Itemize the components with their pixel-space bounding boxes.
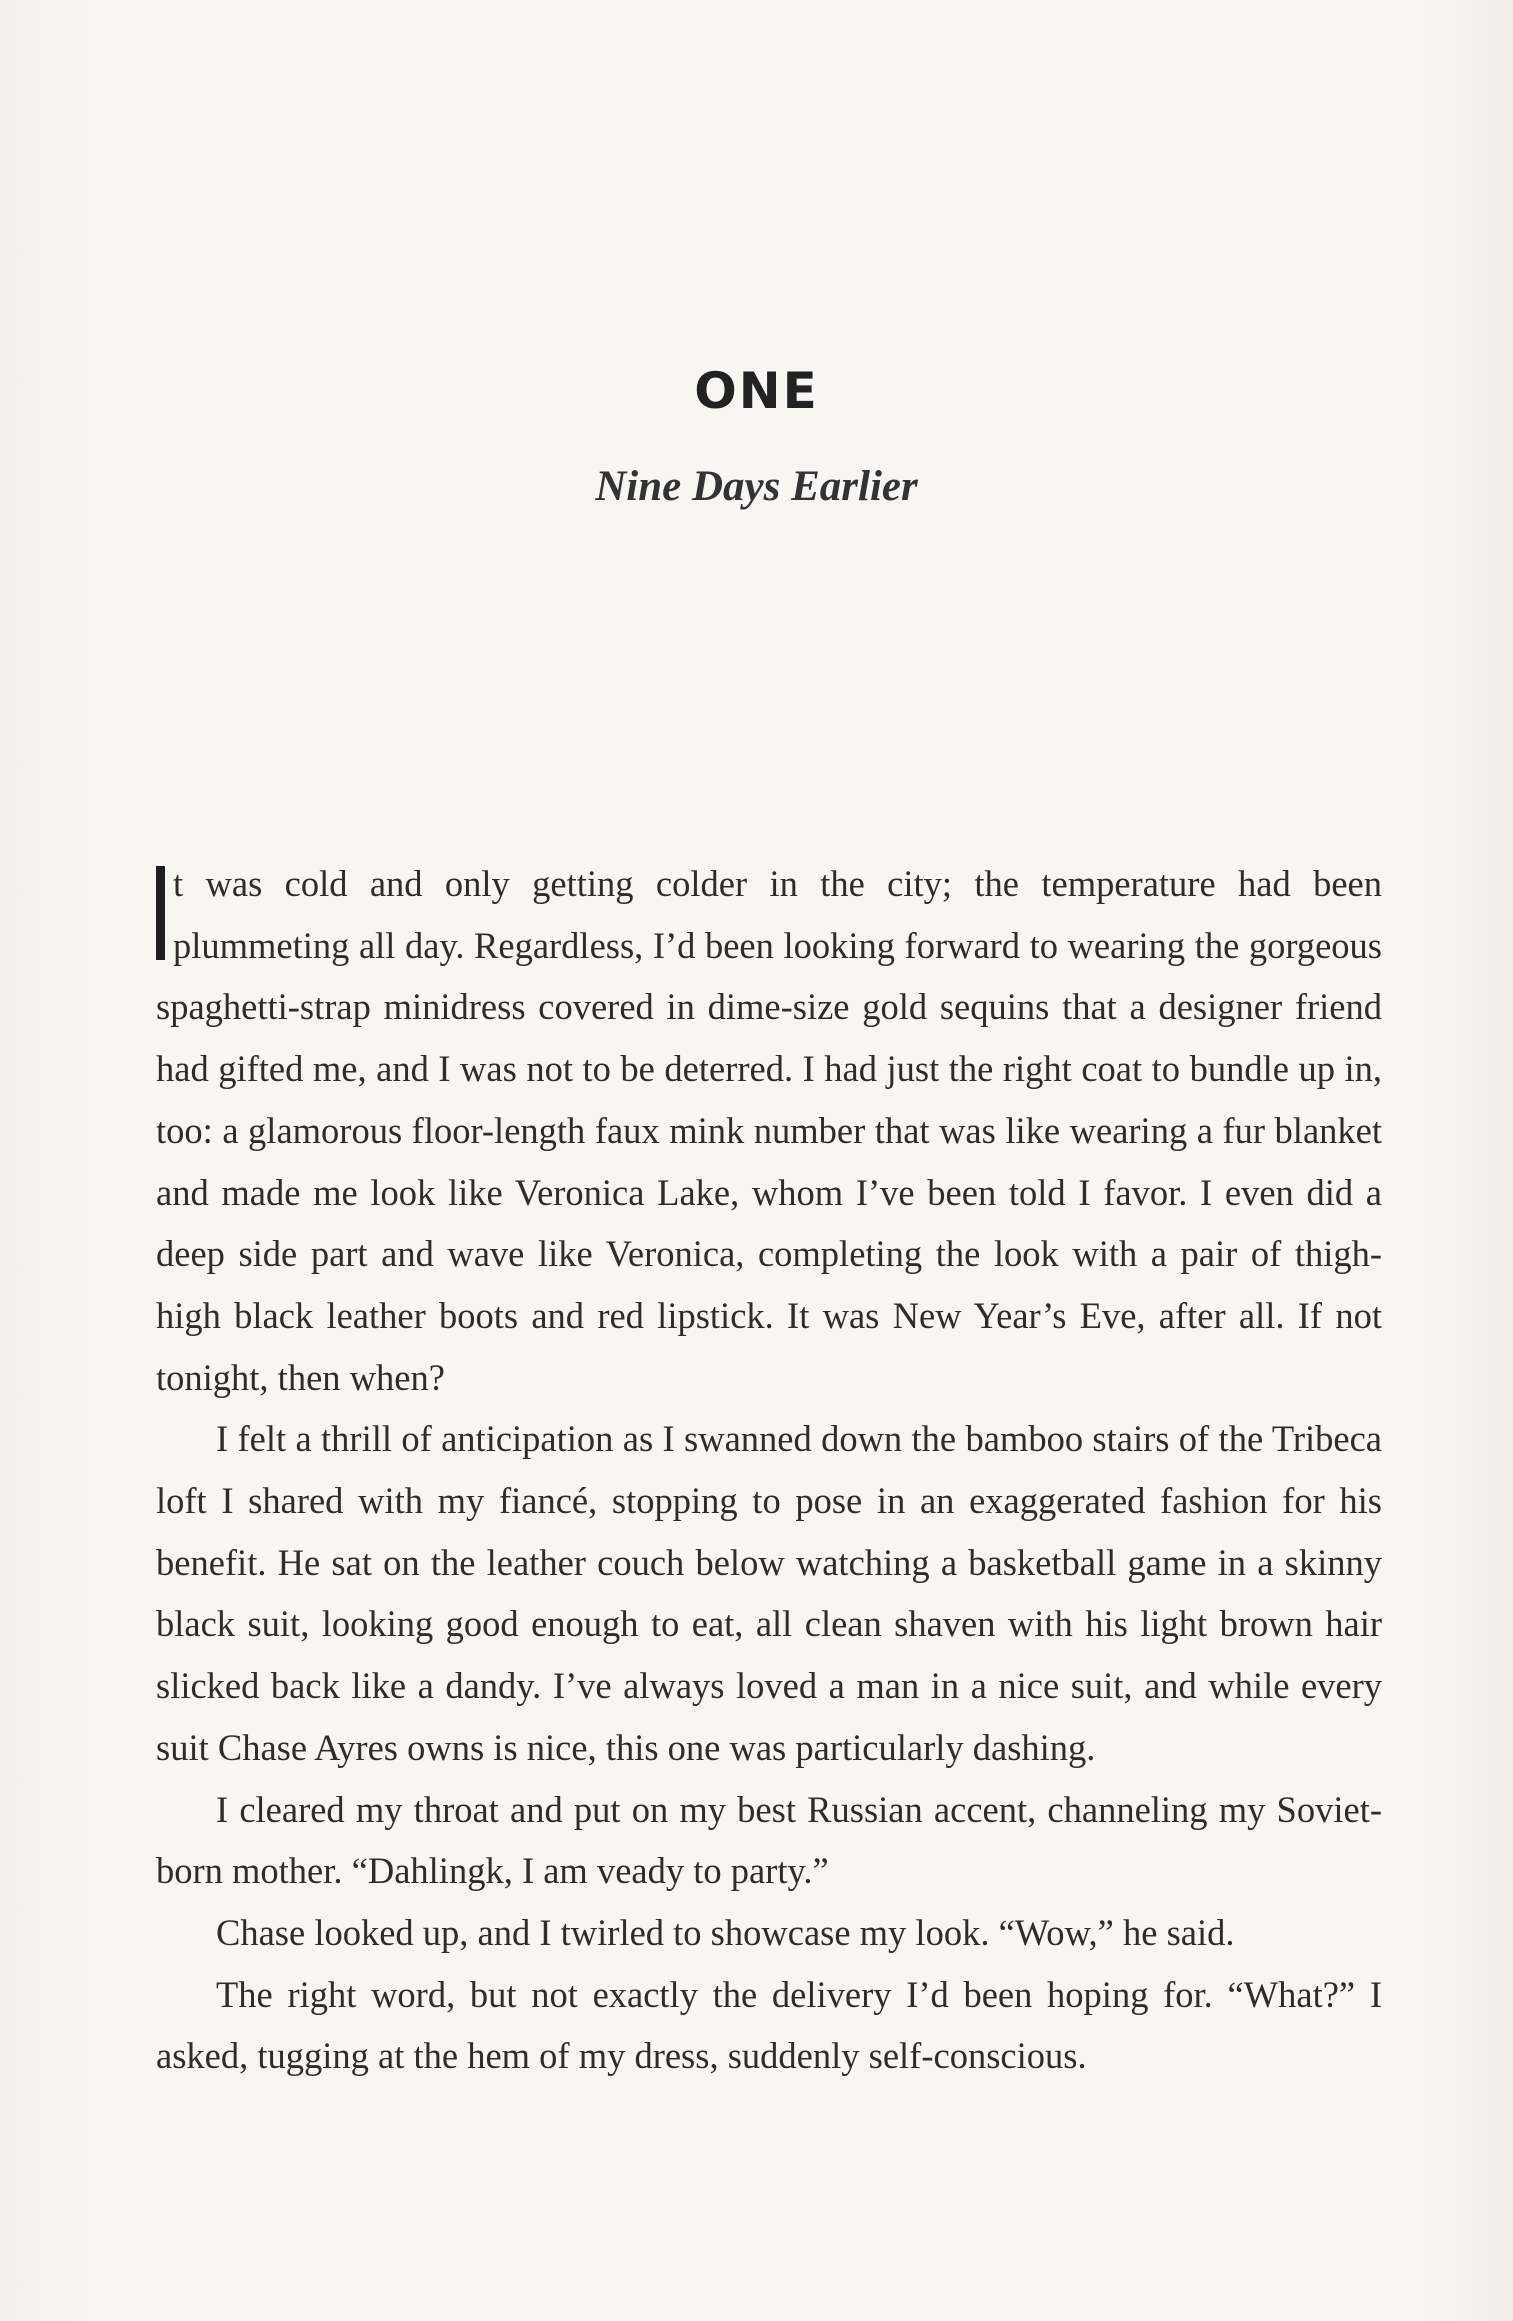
paragraph-3: I cleared my throat and put on my best Russian accent, channeling my Soviet-born mother. “Dahlingk, I am veady to party.” (156, 1788, 1382, 1892)
paragraph-1-text: t was cold and only getting colder in the city; the temperature had been plummeting all day. Regardless, I’d been looking forward to wearing the gorgeous spaghetti-strap minidress covered in dime-size gold sequins that a designer friend had gifted me, and I was not to be deterred. I had just the right coat to bundle up in, too: a glamorous floor-length faux mink number that was like wearing a fur blanket and made me look like Veronica Lake, whom I’ve been told I favor. I even did a deep side part and wave like Veronica, completing the look with a pair of thigh-high black leather boots and red lipstick. It was New Year’s Eve, after all. If not tonight, then when? (156, 863, 1382, 1398)
drop-cap-i (156, 866, 165, 960)
paragraph-5: The right word, but not exactly the delivery I’d been hoping for. “What?” I asked, tugging at the hem of my dress, suddenly self-conscious. (156, 1973, 1382, 2077)
chapter-number: ONE (694, 362, 819, 420)
paragraph-2: I felt a thrill of anticipation as I swanned down the bamboo stairs of the Tribeca loft I shared with my fiancé, stopping to pose in an exaggerated fashion for his benefit. He sat on the leather couch below watching a basketball game in a skinny black suit, looking good enough to eat, all clean shaven with his light brown hair slicked back like a dandy. I’ve always loved a man in a nice suit, and while every suit Chase Ayres owns is nice, this one was particularly dashing. (156, 1418, 1382, 1768)
paragraph-4: Chase looked up, and I twirled to showcase my look. “Wow,” he said. (216, 1911, 1235, 1953)
chapter-subtitle: Nine Days Earlier (595, 463, 918, 510)
paragraph-1 (156, 853, 1382, 1408)
chapter-body (156, 853, 1382, 2087)
